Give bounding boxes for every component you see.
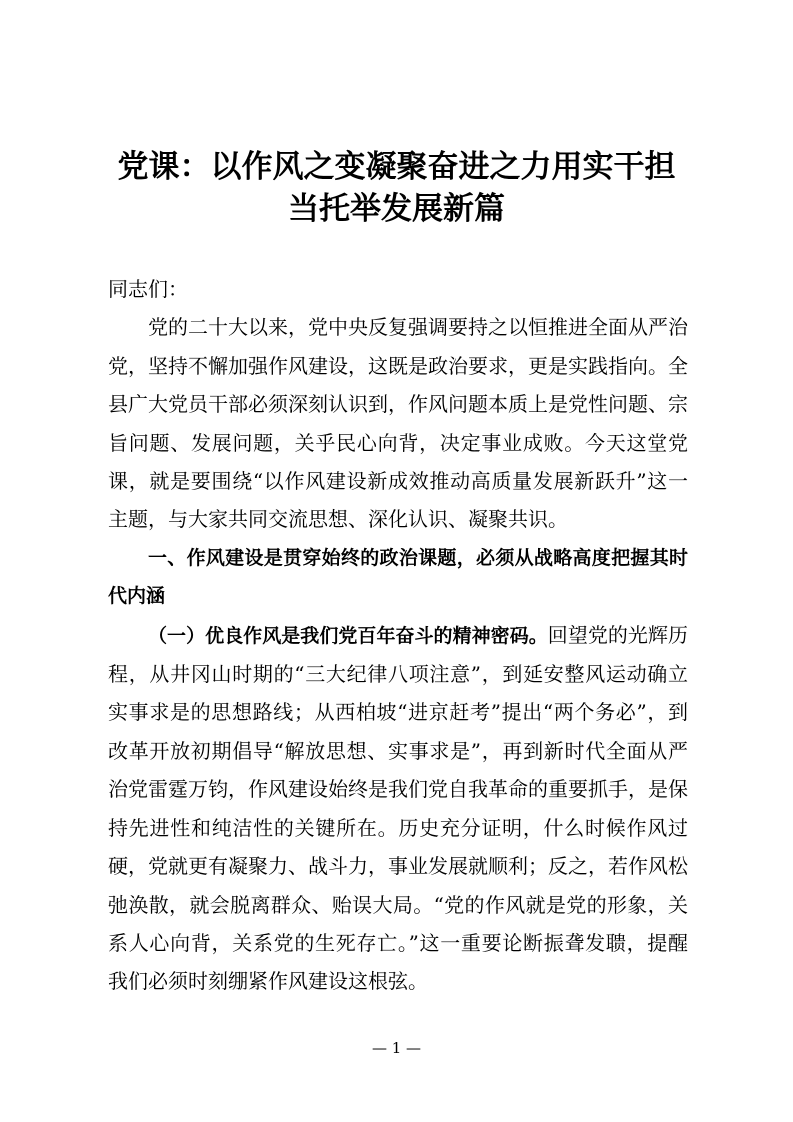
- intro-paragraph: 党的二十大以来，党中央反复强调要持之以恒推进全面从严治党，坚持不懈加强作风建设，这既是政治要求，更是实践指向。全县广大党员干部必须深刻认识到，作风问题本质上是党性问题、宗旨问题、发展问题，关乎民心向背，决定事业成败。今天这堂党课，就是要围绕“以作风建设新成效推动高质量发展新跃升”这一主题，与大家共同交流思想、深化认识、凝聚共识。: [108, 315, 688, 532]
- page-number: — 1 —: [371, 1039, 422, 1057]
- salutation: 同志们：: [108, 277, 188, 301]
- section-heading: 一、作风建设是贯穿始终的政治课题，必须从战略高度把握其时代内涵: [108, 546, 688, 608]
- document-body: [108, 270, 688, 1001]
- subsection-paragraph: [108, 616, 688, 1001]
- subsection-lead: （一）优良作风是我们党百年奋斗的精神密码。: [148, 624, 548, 647]
- subsection-text: 回望党的光辉历程，从井冈山时期的“三大纪律八项注意”，到延安整风运动确立实事求是的思想路线；从西柏坡“进京赶考”提出“两个务必”，到改革开放初期倡导“解放思想、实事求是”，再到新时代全面从严治党雷霆万钧，作风建设始终是我们党自我革命的重要抓手，是保持先进性和纯洁性的关键所在。历史充分证明，什么时候作风过硬，党就更有凝聚力、战斗力，事业发展就顺利；反之，若作风松弛涣散，就会脱离群众、贻误大局。“党的作风就是党的形象，关系人心向背，关系党的生死存亡。”这一重要论断振聋发聩，提醒我们必须时刻绷紧作风建设这根弦。: [108, 622, 688, 994]
- document-title: [100, 146, 693, 230]
- title-line-1: 党课：以作风之变凝聚奋进之力用实干担: [117, 149, 676, 185]
- title-line-2: 当托举发展新篇: [288, 191, 505, 227]
